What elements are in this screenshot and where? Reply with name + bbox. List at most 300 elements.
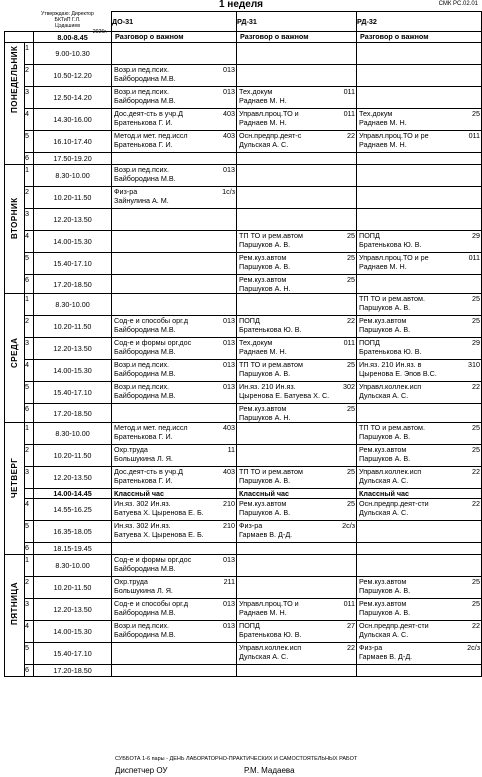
document-code: СМК РС.02.01: [438, 1, 478, 7]
teacher-name: Паршуков А. В.: [359, 454, 411, 463]
lesson-cell: [357, 253, 482, 275]
subject-name: Физ-ра: [114, 187, 138, 196]
subject-name: Рем.куз.автом: [359, 599, 407, 608]
subject-name: Осн.предпр.деят-с: [239, 131, 302, 140]
conversation-time: 8.00-8.45: [34, 32, 112, 43]
room-number: 29: [472, 231, 481, 240]
pair-time: 14.00-15.30: [34, 360, 112, 382]
subject-name: Рем.куз.автом: [239, 404, 287, 413]
lesson-cell: [237, 555, 357, 577]
lesson-cell: [237, 521, 357, 543]
lesson-cell: [357, 65, 482, 87]
lesson-cell: [112, 294, 237, 316]
teacher-name: Байбородина М.В.: [114, 608, 176, 617]
lesson-cell: [357, 404, 482, 423]
pair-number: 6: [25, 543, 34, 555]
teacher-name: Братенькова Ю. В.: [239, 630, 302, 639]
teacher-name: Паршуков А. В.: [359, 608, 411, 617]
room-number: 25: [347, 253, 356, 262]
subject-name: Рем.куз.автом: [359, 316, 407, 325]
lesson-cell: [357, 209, 482, 231]
pair-number: 1: [25, 165, 34, 187]
lesson-cell: [237, 577, 357, 599]
lesson-cell: [357, 423, 482, 445]
pair-time: 17.50-19.20: [34, 153, 112, 165]
pair-number: 6: [25, 275, 34, 294]
subject-name: ПОПД: [359, 338, 380, 347]
subject-name: Рем.куз.автом: [239, 499, 287, 508]
pair-time: 10.20-11.50: [34, 187, 112, 209]
lesson-row: [5, 360, 482, 382]
lesson-row: [5, 109, 482, 131]
day-label-cell: [5, 423, 25, 555]
day-label-cell: [5, 165, 25, 294]
room-number: 013: [223, 382, 236, 391]
teacher-name: Паршуков А. В.: [239, 262, 291, 271]
day-label-cell: [5, 555, 25, 677]
lesson-cell: [237, 87, 357, 109]
lesson-row: [5, 43, 482, 65]
pair-number: 1: [25, 555, 34, 577]
lesson-cell: [112, 543, 237, 555]
teacher-name: Батуева Х. Цыренова Е. Б.: [114, 508, 204, 517]
lesson-cell: [112, 87, 237, 109]
subject-name: Осн.предпр.деят-сти: [359, 621, 429, 630]
teacher-name: Дульская А. С.: [359, 476, 409, 485]
pair-number: 4: [25, 109, 34, 131]
teacher-name: Цыренова Е. Батуева Х. С.: [239, 391, 330, 400]
room-number: 210: [223, 521, 236, 530]
subject-name: Управл.коллек.исп: [359, 382, 422, 391]
lesson-row: [5, 338, 482, 360]
footer: [0, 752, 482, 777]
pair-time: 17.20-18.50: [34, 404, 112, 423]
room-number: 25: [472, 109, 481, 118]
pair-time: 14.00-15.30: [34, 621, 112, 643]
room-number: 013: [223, 360, 236, 369]
lesson-cell: [357, 338, 482, 360]
pair-time: 14.30-16.00: [34, 109, 112, 131]
pair-number: [25, 489, 34, 499]
subject-name: Ин.яз. 302 Ин.яз.: [114, 521, 171, 530]
lesson-cell: [112, 338, 237, 360]
room-number: 25: [347, 404, 356, 413]
subject-name: Возр.и пед.псих.: [114, 65, 170, 74]
lesson-cell: [112, 275, 237, 294]
pair-time: 15.40-17.10: [34, 382, 112, 404]
teacher-name: Байбородина М.В.: [114, 347, 176, 356]
room-number: 013: [223, 316, 236, 325]
pair-time: 15.40-17.10: [34, 643, 112, 665]
room-number: 211: [223, 577, 236, 586]
lesson-cell: [357, 316, 482, 338]
room-number: 403: [223, 109, 236, 118]
lesson-cell: [237, 621, 357, 643]
lesson-cell: [112, 621, 237, 643]
lesson-cell: [237, 294, 357, 316]
room-number: 25: [472, 316, 481, 325]
pair-number: 4: [25, 621, 34, 643]
lesson-row: [5, 599, 482, 621]
lesson-cell: [357, 165, 482, 187]
lesson-cell: [357, 360, 482, 382]
group-header-g1: ДО-31: [112, 12, 237, 32]
teacher-name: Большукина Л. Я.: [114, 586, 173, 595]
pair-number: 5: [25, 521, 34, 543]
pair-number: 5: [25, 131, 34, 153]
dispatcher-label: Диспетчер ОУ: [115, 766, 168, 775]
subject-name: Возр.и пед.псих.: [114, 360, 170, 369]
pair-time: 12.50-14.20: [34, 87, 112, 109]
teacher-name: Гармаев В. Д-Д.: [239, 530, 293, 539]
schedule-table: [4, 11, 482, 677]
lesson-cell: [112, 131, 237, 153]
subject-name: Тех.докум: [239, 87, 273, 96]
room-number: 25: [472, 423, 481, 432]
lesson-cell: [357, 43, 482, 65]
pair-number: 1: [25, 43, 34, 65]
lesson-row: [5, 187, 482, 209]
room-number: 1с/з: [222, 187, 236, 196]
subject-name: Сод-е и способы орг.д: [114, 316, 189, 325]
approval-line: БКТиП Г.Л.: [54, 17, 81, 23]
teacher-name: Паршуков А. В.: [359, 303, 411, 312]
day-label: ПОНЕДЕЛЬНИК: [10, 45, 19, 113]
lesson-cell: [112, 382, 237, 404]
teacher-name: Раднаев М. Н.: [359, 118, 407, 127]
room-number: 22: [472, 382, 481, 391]
room-number: 25: [472, 577, 481, 586]
room-number: 013: [223, 338, 236, 347]
room-number: 013: [223, 599, 236, 608]
lesson-cell: [357, 294, 482, 316]
week-title: 1 неделя: [218, 0, 264, 10]
subject-name: ПОПД: [359, 231, 380, 240]
room-number: 25: [347, 360, 356, 369]
teacher-name: Раднаев М. Н.: [239, 608, 287, 617]
conversation-cell: Разговор о важном: [237, 32, 357, 43]
pair-number: 4: [25, 499, 34, 521]
lesson-cell: [237, 65, 357, 87]
lesson-cell: [112, 643, 237, 665]
lesson-cell: [237, 360, 357, 382]
teacher-name: Байбородина М.В.: [114, 74, 176, 83]
pair-time: 9.00-10.30: [34, 43, 112, 65]
teacher-name: Паршуков А. В.: [359, 432, 411, 441]
teacher-name: Дульская А. С.: [239, 652, 289, 661]
lesson-cell: [112, 165, 237, 187]
teacher-name: Байбородина М.В.: [114, 174, 176, 183]
pair-number: 1: [25, 294, 34, 316]
lesson-row: [5, 499, 482, 521]
teacher-name: Байбородина М.В.: [114, 325, 176, 334]
day-label: ПЯТНИЦА: [10, 581, 19, 625]
room-number: 2с/з: [467, 643, 481, 652]
dispatcher-name: Р.М. Мадаева: [244, 766, 295, 775]
subject-name: ТП ТО и рем.автом: [239, 467, 303, 476]
lesson-cell: [357, 521, 482, 543]
subject-name: Ин.яз. 302 Ин.яз.: [114, 499, 171, 508]
lesson-cell: [237, 445, 357, 467]
lesson-cell: [357, 665, 482, 677]
room-number: 22: [472, 467, 481, 476]
class-hour-cell: Классный час: [237, 489, 357, 499]
lesson-cell: [112, 555, 237, 577]
lesson-cell: [357, 543, 482, 555]
group-header-g3: РД-32: [357, 12, 482, 32]
pair-time: 10.50-12.20: [34, 65, 112, 87]
teacher-name: Паршуков А. Н.: [239, 413, 291, 422]
subject-name: Дос.деят-сть в учр.Д: [114, 467, 183, 476]
pair-time: 12.20-13.50: [34, 467, 112, 489]
lesson-row: [5, 467, 482, 489]
lesson-cell: [237, 43, 357, 65]
subject-name: ПОПД: [239, 316, 260, 325]
pair-time: 8.30-10.00: [34, 423, 112, 445]
pair-number: 4: [25, 231, 34, 253]
pair-number: 2: [25, 577, 34, 599]
group-header-g2: РД-31: [237, 12, 357, 32]
pair-time: 10.20-11.50: [34, 316, 112, 338]
room-number: 013: [223, 555, 236, 564]
room-number: 25: [472, 599, 481, 608]
lesson-cell: [112, 231, 237, 253]
room-number: 403: [223, 423, 236, 432]
pair-time: 10.20-11.50: [34, 577, 112, 599]
teacher-name: Братенькова Г. И.: [114, 118, 173, 127]
pair-time: 17.20-18.50: [34, 275, 112, 294]
lesson-cell: [112, 360, 237, 382]
lesson-cell: [112, 187, 237, 209]
lesson-cell: [237, 231, 357, 253]
pair-number: 3: [25, 338, 34, 360]
teacher-name: Байбородина М.В.: [114, 564, 176, 573]
lesson-cell: [237, 338, 357, 360]
pair-time: 8.30-10.00: [34, 165, 112, 187]
subject-name: Тех.докум: [359, 109, 393, 118]
pair-number: 2: [25, 316, 34, 338]
class-hour-cell: Классный час: [357, 489, 482, 499]
room-number: 25: [347, 275, 356, 284]
room-number: 11: [227, 445, 236, 454]
approval-line: Утверждаю: Директор: [41, 11, 94, 17]
teacher-name: Братенькова Ю. В.: [359, 240, 422, 249]
approval-line: Цэдашиев: [55, 23, 80, 29]
lesson-cell: [237, 543, 357, 555]
subject-name: ТП ТО и рем.автом.: [359, 294, 425, 303]
pair-number: 5: [25, 643, 34, 665]
pair-number: 6: [25, 404, 34, 423]
lesson-cell: [112, 43, 237, 65]
lesson-row: [5, 423, 482, 445]
class-hour-cell: Классный час: [112, 489, 237, 499]
lesson-cell: [357, 187, 482, 209]
lesson-cell: [357, 643, 482, 665]
pair-time: 14.00-15.30: [34, 231, 112, 253]
day-label-cell: [5, 294, 25, 423]
conversation-cell: Разговор о важном: [357, 32, 482, 43]
teacher-name: Паршуков А. В.: [359, 586, 411, 595]
approval-stamp: [28, 11, 107, 45]
lesson-cell: [237, 499, 357, 521]
lesson-cell: [237, 665, 357, 677]
teacher-name: Паршуков А. Н.: [239, 284, 291, 293]
teacher-name: Паршуков А. В.: [239, 240, 291, 249]
lesson-row: [5, 643, 482, 665]
teacher-name: Большукина Л. Я.: [114, 454, 173, 463]
teacher-name: Братенькова Ю. В.: [239, 325, 302, 334]
lesson-cell: [357, 153, 482, 165]
lesson-row: [5, 621, 482, 643]
subject-name: Сод-е и способы орг.д: [114, 599, 189, 608]
pair-time: 12.20-13.50: [34, 338, 112, 360]
lesson-cell: [112, 153, 237, 165]
teacher-name: Цыренова Е. Эпов В.С.: [359, 369, 437, 378]
pair-number: 5: [25, 382, 34, 404]
pair-time: 15.40-17.10: [34, 253, 112, 275]
lesson-cell: [237, 423, 357, 445]
lesson-cell: [112, 253, 237, 275]
subject-name: ТП ТО и рем.автом: [239, 360, 303, 369]
pair-time: 16.10-17.40: [34, 131, 112, 153]
day-label: ВТОРНИК: [10, 196, 19, 239]
lesson-cell: [357, 109, 482, 131]
subject-name: Ин.яз. 210 Ин.яз.: [239, 382, 296, 391]
lesson-cell: [112, 577, 237, 599]
teacher-name: Дульская А. С.: [359, 391, 409, 400]
lesson-row: [5, 275, 482, 294]
lesson-row: [5, 131, 482, 153]
room-number: 22: [347, 131, 356, 140]
subject-name: ТП ТО и рем.автом: [239, 231, 303, 240]
lesson-cell: [237, 131, 357, 153]
lesson-cell: [112, 665, 237, 677]
lesson-cell: [237, 187, 357, 209]
lesson-cell: [357, 555, 482, 577]
teacher-name: Дульская А. С.: [359, 508, 409, 517]
lesson-row: [5, 87, 482, 109]
lesson-cell: [112, 599, 237, 621]
lesson-cell: [112, 423, 237, 445]
subject-name: Управл.проц.ТО и ре: [359, 131, 429, 140]
lesson-cell: [237, 209, 357, 231]
teacher-name: Раднаев М. Н.: [239, 347, 287, 356]
room-number: 011: [343, 87, 356, 96]
lesson-cell: [112, 467, 237, 489]
lesson-cell: [237, 599, 357, 621]
teacher-name: Батуева Х. Цыренова Е. Б.: [114, 530, 204, 539]
pair-time: 18.15-19.45: [34, 543, 112, 555]
room-number: 013: [223, 165, 236, 174]
lesson-row: [5, 316, 482, 338]
pair-number: 3: [25, 87, 34, 109]
subject-name: Сод-е и формы орг.дос: [114, 555, 192, 564]
lesson-row: [5, 665, 482, 677]
subject-name: ТП ТО и рем.автом.: [359, 423, 425, 432]
pair-time: 17.20-18.50: [34, 665, 112, 677]
lesson-cell: [112, 521, 237, 543]
teacher-name: Братенькова Г. И.: [114, 140, 173, 149]
pair-number: 3: [25, 599, 34, 621]
pair-number: 6: [25, 665, 34, 677]
conversation-cell: Разговор о важном: [112, 32, 237, 43]
subject-name: Охр.труда: [114, 577, 148, 586]
lesson-row: [5, 555, 482, 577]
subject-name: Дос.деят-сть в учр.Д: [114, 109, 183, 118]
room-number: 25: [472, 445, 481, 454]
pair-number: 4: [25, 360, 34, 382]
lesson-cell: [237, 382, 357, 404]
room-number: 011: [343, 599, 356, 608]
approval-line: 2026г.: [92, 29, 107, 35]
room-number: 22: [347, 316, 356, 325]
room-number: 013: [223, 87, 236, 96]
subject-name: Рем.куз.автом: [359, 445, 407, 454]
room-number: 25: [472, 294, 481, 303]
subject-name: Физ-ра: [359, 643, 383, 652]
teacher-name: Братенькова Ю. В.: [359, 347, 422, 356]
teacher-name: Байбородина М.В.: [114, 391, 176, 400]
subject-name: Осн.предпр.деят-сти: [359, 499, 429, 508]
subject-name: Рем.куз.автом: [239, 275, 287, 284]
lesson-row: [5, 165, 482, 187]
lesson-cell: [357, 445, 482, 467]
teacher-name: Зайнулина А. М.: [114, 196, 169, 205]
subject-name: Возр.и пед.псих.: [114, 382, 170, 391]
lesson-cell: [357, 131, 482, 153]
pair-number: 5: [25, 253, 34, 275]
subject-name: Возр.и пед.псих.: [114, 165, 170, 174]
teacher-name: Гармаев В. Д-Д.: [359, 652, 413, 661]
lesson-cell: [237, 253, 357, 275]
lesson-cell: [112, 65, 237, 87]
subject-name: Управл.проц.ТО и: [239, 599, 299, 608]
lesson-cell: [112, 209, 237, 231]
pair-number: 6: [25, 153, 34, 165]
room-number: 2с/з: [342, 521, 356, 530]
subject-name: Физ-ра: [239, 521, 263, 530]
room-number: 403: [223, 131, 236, 140]
subject-name: Рем.куз.автом: [359, 577, 407, 586]
pair-number: 3: [25, 209, 34, 231]
teacher-name: Байбородина М.В.: [114, 630, 176, 639]
subject-name: Сод-е и формы орг.дос: [114, 338, 192, 347]
teacher-name: Байбородина М.В.: [114, 369, 176, 378]
room-number: 013: [223, 621, 236, 630]
room-number: 22: [347, 643, 356, 652]
lesson-cell: [357, 87, 482, 109]
room-number: 210: [223, 499, 236, 508]
teacher-name: Братенькова Г. И.: [114, 476, 173, 485]
subject-name: Тех.докум: [239, 338, 273, 347]
pair-number: 3: [25, 467, 34, 489]
pair-number: 1: [25, 423, 34, 445]
lesson-row: [5, 153, 482, 165]
room-number: 25: [347, 499, 356, 508]
day-label-cell: [5, 43, 25, 165]
room-number: 011: [343, 338, 356, 347]
room-number: 25: [347, 231, 356, 240]
lesson-cell: [357, 467, 482, 489]
teacher-name: Дульская А. С.: [239, 140, 289, 149]
room-number: 403: [223, 467, 236, 476]
lesson-row: [5, 543, 482, 555]
day-label: ЧЕТВЕРГ: [10, 457, 19, 498]
teacher-name: Дульская А. С.: [359, 630, 409, 639]
day-label: СРЕДА: [10, 337, 19, 368]
lesson-row: [5, 65, 482, 87]
lesson-cell: [357, 577, 482, 599]
